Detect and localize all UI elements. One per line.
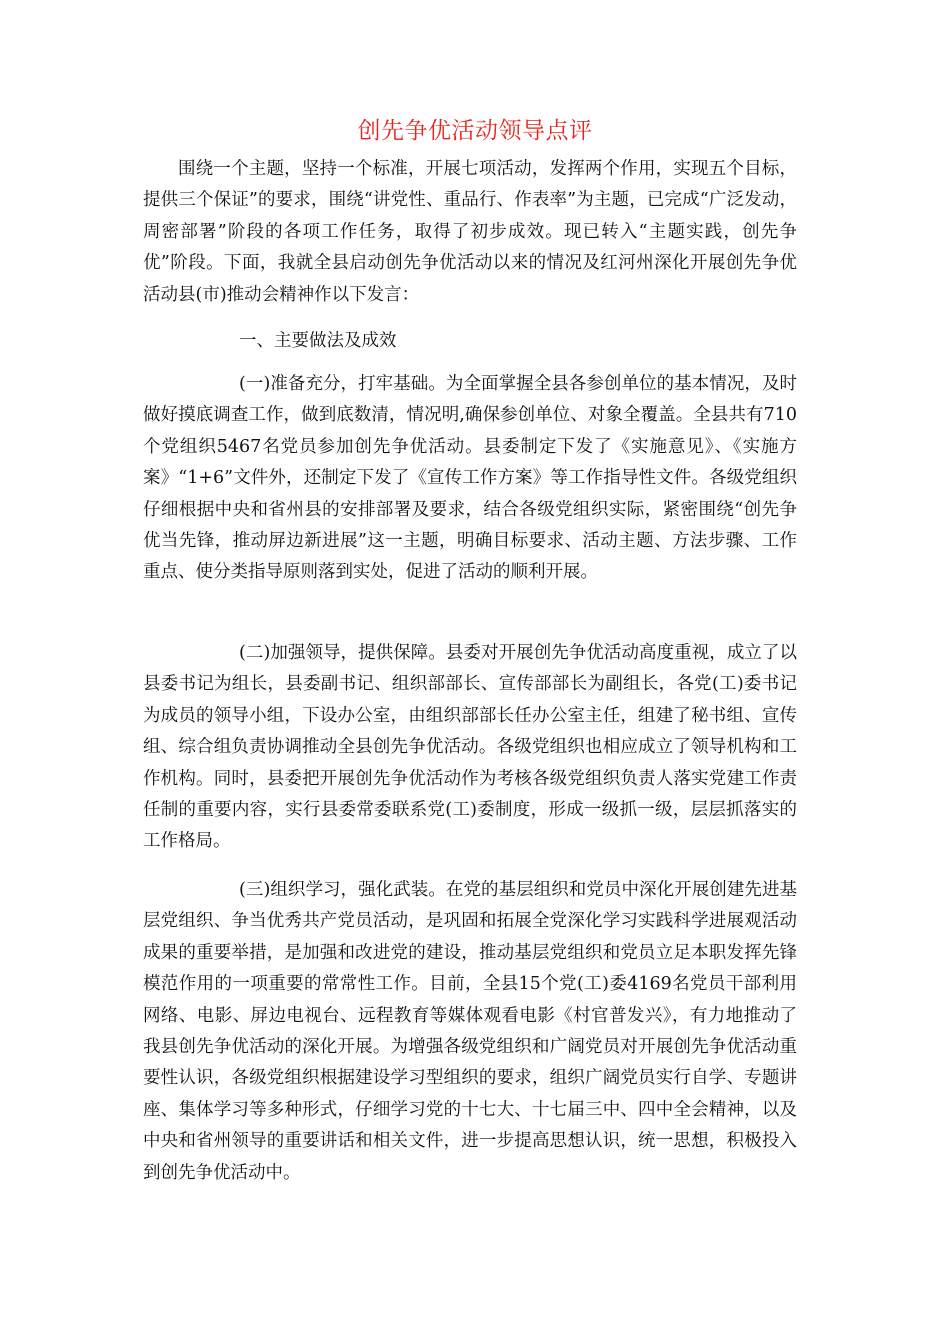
page-title: 创先争优活动领导点评 — [357, 118, 593, 144]
section-heading: 一、主要做法及成效 — [239, 331, 397, 351]
paragraph-item-one: (一)准备充分，打牢基础。为全面掌握全县各参创单位的基本情况，及时做好摸底调查工作，做到底数清，情况明,确保参创单位、对象全覆盖。全县共有710 个党组织5467名党员参加创先争优活动。县委制定下发了《实施意见》、《实施方案》“1+6”文件外，还制定下发了《宣传工作方案》等工作指导性文件。各级党组织仔细根据中央和省州县的安排部署及要求，结合各级党组织实际，紧密围绕“创先争优当先锋，推动屏边新进展”这一主题，明确目标要求、活动主题、方法步骤、工作重点、使分类指导原则落到实处，促进了活动的顺利开展。 — [143, 374, 797, 583]
paragraph-item-three: (三)组织学习，强化武装。在党的基层组织和党员中深化开展创建先进基层党组织、争当优秀共产党员活动，是巩固和拓展全党深化学习实践科学进展观活动成果的重要举措，是加强和改进党的建设，推动基层党组织和党员立足本职发挥先锋模范作用的一项重要的常常性工作。目前，全县15个党(工)委4169名党员干部利用网络、电影、屏边电视台、远程教育等媒体观看电影《村官普发兴》，有力地推动了我县创先争优活动的深化开展。为增强各级党组织和广阔党员对开展创先争优活动重要性认识，各级党组织根据建设学习型组织的要求，组织广阔党员实行自学、专题讲座、集体学习等多种形式，仔细学习党的十七大、十七届三中、四中全会精神，以及中央和省州领导的重要讲话和相关文件，进一步提高思想认识，统一思想，积极投入到创先争优活动中。 — [143, 880, 797, 1183]
intro-paragraph: 围绕一个主题，坚持一个标准，开展七项活动，发挥两个作用，实现五个目标，提供三个保证”的要求，围绕“讲党性、重品行、作表率”为主题，已完成“广泛发动，周密部署”阶段的各项工作任务，取得了初步成效。现已转入“主题实践，创先争优”阶段。下面，我就全县启动创先争优活动以来的情况及红河州深化开展创先争优活动县(市)推动会精神作以下发言： — [143, 159, 797, 305]
paragraph-item-two: (二)加强领导，提供保障。县委对开展创先争优活动高度重视，成立了以县委书记为组长，县委副书记、组织部部长、宣传部部长为副组长，各党(工)委书记为成员的领导小组，下设办公室，由组织部部长任办公室主任，组建了秘书组、宣传组、综合组负责协调推动全县创先争优活动。各级党组织也相应成立了领导机构和工作机构。同时，县委把开展创先争优活动作为考核各级党组织负责人落实党建工作责任制的重要内容，实行县委常委联系党(工)委制度，形成一级抓一级，层层抓落实的工作格局。 — [143, 643, 797, 852]
